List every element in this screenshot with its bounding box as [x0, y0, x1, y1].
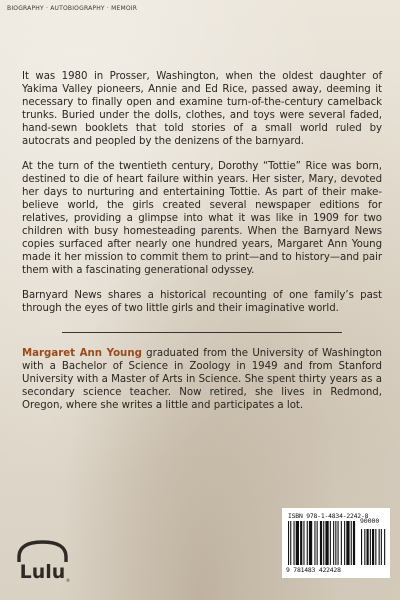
barcode-bar	[296, 521, 299, 565]
genre-label: BIOGRAPHY · AUTOBIOGRAPHY · MEMOIR	[7, 5, 138, 12]
barcode-bar	[351, 521, 352, 565]
barcode-bar	[353, 521, 355, 565]
barcode-bar	[303, 521, 304, 565]
barcode-addon-bar	[361, 529, 362, 565]
barcode-addon-bar	[381, 529, 382, 565]
barcode-bar	[300, 521, 302, 565]
barcode-addon-bar	[384, 529, 385, 565]
barcode-addon-bar	[370, 529, 371, 565]
barcode-bars	[286, 521, 386, 565]
isbn-number: ISBN 978-1-4834-2242-8	[288, 512, 369, 520]
blurb-paragraph-3: Barnyard News shares a historical recounting of one family’s past through the eyes of two little girls and their imaginative world.	[22, 290, 382, 314]
section-divider	[62, 332, 342, 333]
author-bio	[22, 347, 382, 412]
barcode-addon-bar	[367, 529, 369, 565]
barcode-bar	[325, 521, 328, 565]
barcode-bar	[309, 521, 312, 565]
price-code: 90000	[360, 517, 380, 525]
barcode-addon-bar	[372, 529, 374, 565]
lulu-logo-text: Lulu	[19, 561, 66, 583]
barcode-bar	[344, 521, 345, 565]
svg-text:®: ®	[66, 578, 70, 583]
barcode-bar	[314, 521, 315, 565]
book-blurb	[22, 70, 382, 327]
blurb-paragraph-2: At the turn of the twentieth century, Dorothy “Tottie” Rice was born, destined to die of heart failure within years. Her sister, Mary, devoted her days to nurturing and entertaining Tottie. As part of their make-believe world, the girls created several newspaper editions for relatives, providing a glimpse into what it was like in 1909 for two children with busy homesteading parents. When the Barnyard News copies surfaced after nearly one hundred years, Margaret Ann Young made it her mission to commit them to print—and to history—and pair them with a fascinating generational odyssey.	[22, 161, 382, 276]
barcode-bar	[335, 521, 336, 565]
barcode-bar	[333, 521, 334, 565]
lulu-logo	[14, 538, 71, 585]
barcode-bar	[320, 521, 322, 565]
barcode-bar	[338, 521, 339, 565]
author-name: Margaret Ann Young	[22, 348, 142, 359]
isbn-barcode-block	[282, 508, 390, 578]
barcode-bar	[290, 521, 291, 565]
barcode-bar	[341, 521, 342, 565]
barcode-addon-bar	[379, 529, 380, 565]
ean-digits: 9 781483 422428	[286, 566, 341, 574]
barcode-bar	[294, 521, 295, 565]
blurb-paragraph-1: It was 1980 in Prosser, Washington, when the oldest daughter of Yakima Valley pioneers, Annie and Ed Rice, passed away, deeming it necessary to finally open and examine turn-of-the-century camelback trunks. Buried under the dolls, clothes, and toys were several faded, hand-sewn booklets that told stories of a small world ruled by autocrats and peopled by the denizens of the barnyard.	[22, 71, 382, 147]
author-bio-text: graduated from the University of Washington with a Bachelor of Science in Zoology in 1949 and from Stanford University with a Master of Arts in Science. She spent thirty years as a secondary science teacher. Now retired, she lives in Redmond, Oregon, where she writes a little and participates a lot.	[22, 348, 382, 411]
barcode-bar	[330, 521, 331, 565]
barcode-bar	[323, 521, 324, 565]
barcode-bar	[307, 521, 308, 565]
barcode-addon-bar	[375, 529, 376, 565]
barcode-addon-bar	[364, 529, 365, 565]
barcode-bar	[346, 521, 349, 565]
barcode-bar	[288, 521, 289, 565]
barcode-bar	[317, 521, 318, 565]
